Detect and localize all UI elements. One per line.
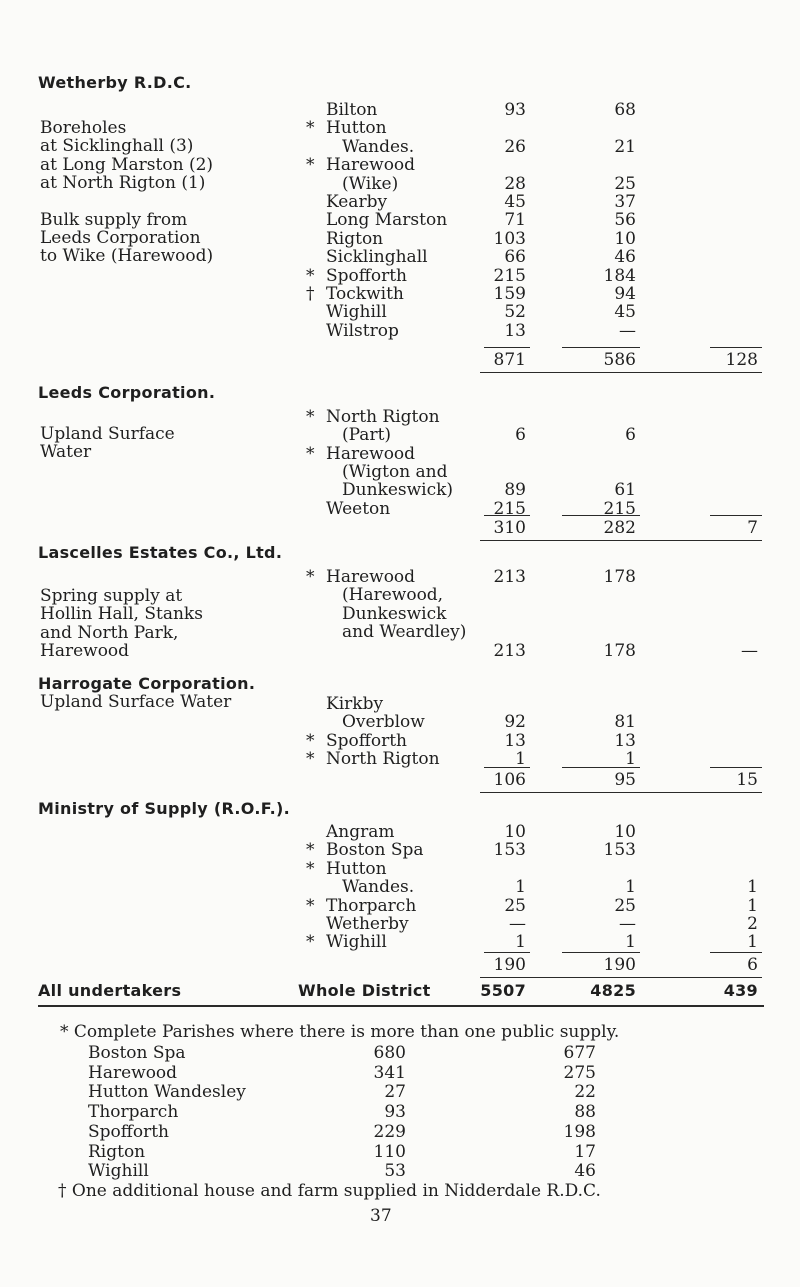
total-c: — — [741, 641, 758, 661]
place-name: Kirkby — [326, 694, 384, 714]
parish-value-a: 53 — [384, 1161, 406, 1182]
subtotal-rule — [484, 767, 530, 768]
value-houses: 25 — [504, 895, 526, 916]
value-supplied: 45 — [614, 302, 636, 323]
total-a: 213 — [493, 641, 526, 661]
parish-name: Boston Spa — [88, 1043, 186, 1063]
value-houses: 1 — [515, 877, 526, 898]
source-description: Leeds Corporation — [40, 227, 201, 248]
whole-district-label: Whole District — [298, 981, 431, 1000]
value-supplied: 25 — [614, 895, 636, 916]
subtotal-rule — [710, 767, 762, 768]
place-name: Angram — [326, 822, 395, 842]
value-supplied: 178 — [603, 567, 636, 587]
section-rule — [480, 792, 762, 793]
value-houses: 92 — [504, 712, 526, 733]
source-description: at North Rigton (1) — [40, 172, 206, 193]
value-other: 1 — [747, 932, 758, 953]
source-description: Water — [40, 442, 92, 463]
parish-value-b: 275 — [563, 1062, 596, 1083]
value-supplied: 1 — [625, 877, 636, 898]
section-heading: Ministry of Supply (R.O.F.). — [38, 799, 290, 818]
total-c: 7 — [747, 518, 758, 538]
total-b: 282 — [603, 518, 636, 538]
value-other: 1 — [747, 877, 758, 898]
source-description: and North Park, — [40, 622, 179, 643]
value-houses: 215 — [493, 265, 526, 286]
place-name: Wighill — [326, 302, 387, 323]
value-supplied: 25 — [614, 173, 636, 194]
place-name: Long Marston — [326, 210, 448, 231]
value-houses: 213 — [493, 567, 526, 587]
place-name: Bilton — [326, 100, 378, 120]
value-supplied: 13 — [614, 730, 636, 751]
value-supplied: 10 — [614, 228, 636, 249]
place-name: Harewood — [326, 155, 416, 176]
value-supplied: 1 — [625, 932, 636, 953]
parish-value-b: 677 — [563, 1043, 596, 1063]
parish-value-a: 93 — [384, 1102, 406, 1123]
place-name: Dunkeswick — [342, 603, 447, 624]
place-name: Thorparch — [326, 895, 417, 916]
subtotal-rule — [710, 347, 762, 348]
place-name: North Rigton — [326, 407, 440, 427]
place-name: Boston Spa — [326, 840, 424, 861]
footnote-mark: * — [306, 858, 315, 879]
place-name: (Wigton and — [342, 461, 448, 482]
footnote-dagger: † One additional house and farm supplied in Nidderdale R.D.C. — [58, 1181, 601, 1201]
value-houses: 13 — [504, 320, 526, 341]
value-houses: 1 — [515, 748, 526, 769]
value-supplied: 1 — [625, 748, 636, 769]
parish-value-a: 229 — [373, 1121, 406, 1142]
value-supplied: 184 — [603, 265, 636, 286]
value-houses: 71 — [504, 210, 526, 231]
grand-total-rule — [38, 1005, 764, 1007]
parish-name: Hutton Wandesley — [88, 1082, 246, 1103]
place-name: Overblow — [342, 712, 425, 733]
value-supplied: 68 — [614, 100, 636, 120]
footnote-mark: † — [306, 284, 315, 304]
value-supplied: 46 — [614, 247, 636, 268]
place-name: Hutton — [326, 118, 387, 139]
parish-name: Spofforth — [88, 1121, 169, 1142]
source-description: to Wike (Harewood) — [40, 246, 214, 267]
total-c: 6 — [747, 955, 758, 975]
place-name: (Wike) — [342, 173, 399, 194]
value-houses: 6 — [515, 425, 526, 446]
value-supplied: 10 — [614, 822, 636, 842]
footnote-mark: * — [306, 443, 315, 464]
total-b: 178 — [603, 641, 636, 661]
total-a: 106 — [493, 770, 526, 790]
place-name: Harewood — [326, 567, 416, 587]
value-houses: 10 — [504, 822, 526, 842]
value-houses: 215 — [493, 498, 526, 519]
value-houses: 89 — [504, 480, 526, 501]
section-rule — [480, 372, 762, 373]
value-supplied: — — [619, 914, 636, 934]
subtotal-rule — [562, 767, 640, 768]
source-description: Upland Surface — [40, 424, 175, 444]
footnote-mark: * — [306, 118, 315, 139]
value-houses: — — [509, 914, 526, 934]
place-name: Hutton — [326, 858, 387, 879]
place-name: Kearby — [326, 192, 388, 212]
value-supplied: 94 — [614, 284, 636, 304]
place-name: Tockwith — [326, 284, 404, 304]
section-heading: Lascelles Estates Co., Ltd. — [38, 543, 283, 562]
subtotal-rule — [562, 515, 640, 516]
value-houses: 52 — [504, 302, 526, 323]
parish-value-b: 198 — [563, 1121, 596, 1142]
value-houses: 103 — [493, 228, 526, 249]
value-supplied: 21 — [614, 136, 636, 157]
all-undertakers-label: All undertakers — [38, 981, 182, 1000]
subtotal-rule — [484, 347, 530, 348]
footnote-mark: * — [306, 730, 315, 751]
place-name: Wandes. — [342, 136, 415, 157]
parish-value-b: 22 — [574, 1082, 596, 1103]
value-supplied: 81 — [614, 712, 636, 733]
total-a: 190 — [493, 955, 526, 975]
value-other: 2 — [747, 914, 758, 934]
value-houses: 13 — [504, 730, 526, 751]
footnote-mark: * — [306, 407, 315, 427]
total-a: 871 — [493, 350, 526, 370]
total-b: 95 — [614, 770, 636, 790]
section-heading: Leeds Corporation. — [38, 383, 216, 402]
value-houses: 45 — [504, 192, 526, 212]
value-houses: 93 — [504, 100, 526, 120]
total-c: 15 — [736, 770, 758, 790]
source-description: at Long Marston (2) — [40, 154, 214, 175]
total-b: 190 — [603, 955, 636, 975]
page-title: Wetherby R.D.C. — [38, 73, 192, 92]
value-supplied: 56 — [614, 210, 636, 231]
place-name: Wighill — [326, 932, 387, 953]
grand-total-a: 5507 — [480, 981, 526, 1000]
parish-value-a: 680 — [373, 1043, 406, 1063]
grand-total-c: 439 — [723, 981, 758, 1000]
total-a: 310 — [493, 518, 526, 538]
place-name: (Harewood, — [342, 585, 444, 606]
parish-value-b: 88 — [574, 1102, 596, 1123]
section-heading: Harrogate Corporation. — [38, 674, 256, 693]
page-number: 37 — [370, 1206, 392, 1226]
section-rule — [480, 977, 762, 978]
value-houses: 66 — [504, 247, 526, 268]
value-supplied: 37 — [614, 192, 636, 212]
parish-name: Thorparch — [88, 1102, 179, 1123]
footnote-mark: * — [306, 748, 315, 769]
source-description: Boreholes — [40, 118, 127, 138]
subtotal-rule — [562, 952, 640, 953]
parish-value-a: 341 — [373, 1062, 406, 1083]
source-description: Hollin Hall, Stanks — [40, 604, 203, 625]
parish-name: Wighill — [88, 1161, 149, 1182]
footnote-mark: * — [306, 567, 315, 587]
footnote-mark: * — [306, 932, 315, 953]
value-supplied: 153 — [603, 840, 636, 861]
footnote-mark: * — [306, 265, 315, 286]
parish-value-a: 110 — [373, 1141, 406, 1162]
place-name: (Part) — [342, 425, 392, 446]
value-other: 1 — [747, 895, 758, 916]
footnote-mark: * — [306, 895, 315, 916]
place-name: Wetherby — [326, 914, 409, 934]
place-name: Spofforth — [326, 265, 407, 286]
source-description: Spring supply at — [40, 586, 183, 606]
place-name: Sicklinghall — [326, 247, 428, 268]
place-name: and Weardley) — [342, 621, 467, 642]
place-name: Harewood — [326, 443, 416, 464]
source-description: Upland Surface Water — [40, 692, 232, 712]
source-description: Bulk supply from — [40, 209, 188, 230]
place-name: North Rigton — [326, 748, 440, 769]
place-name: Wilstrop — [326, 320, 399, 341]
section-rule — [480, 540, 762, 541]
value-supplied: 6 — [625, 425, 636, 446]
parish-name: Rigton — [88, 1141, 146, 1162]
source-description: at Sicklinghall (3) — [40, 136, 194, 157]
parish-value-a: 27 — [384, 1082, 406, 1103]
footnote-star: * Complete Parishes where there is more than one public supply. — [60, 1022, 620, 1042]
subtotal-rule — [484, 515, 530, 516]
subtotal-rule — [710, 515, 762, 516]
value-houses: 153 — [493, 840, 526, 861]
subtotal-rule — [710, 952, 762, 953]
subtotal-rule — [562, 347, 640, 348]
place-name: Dunkeswick) — [342, 480, 454, 501]
grand-total-b: 4825 — [590, 981, 636, 1000]
value-houses: 159 — [493, 284, 526, 304]
parish-value-b: 46 — [574, 1161, 596, 1182]
place-name: Wandes. — [342, 877, 415, 898]
footnote-mark: * — [306, 840, 315, 861]
value-supplied: 215 — [603, 498, 636, 519]
value-supplied: — — [619, 320, 636, 341]
parish-name: Harewood — [88, 1062, 178, 1083]
total-c: 128 — [725, 350, 758, 370]
total-b: 586 — [603, 350, 636, 370]
place-name: Weeton — [326, 498, 391, 519]
subtotal-rule — [484, 952, 530, 953]
place-name: Rigton — [326, 228, 384, 249]
parish-value-b: 17 — [574, 1141, 596, 1162]
source-description: Harewood — [40, 640, 130, 661]
footnote-mark: * — [306, 155, 315, 176]
value-houses: 28 — [504, 173, 526, 194]
place-name: Spofforth — [326, 730, 407, 751]
value-supplied: 61 — [614, 480, 636, 501]
value-houses: 1 — [515, 932, 526, 953]
value-houses: 26 — [504, 136, 526, 157]
